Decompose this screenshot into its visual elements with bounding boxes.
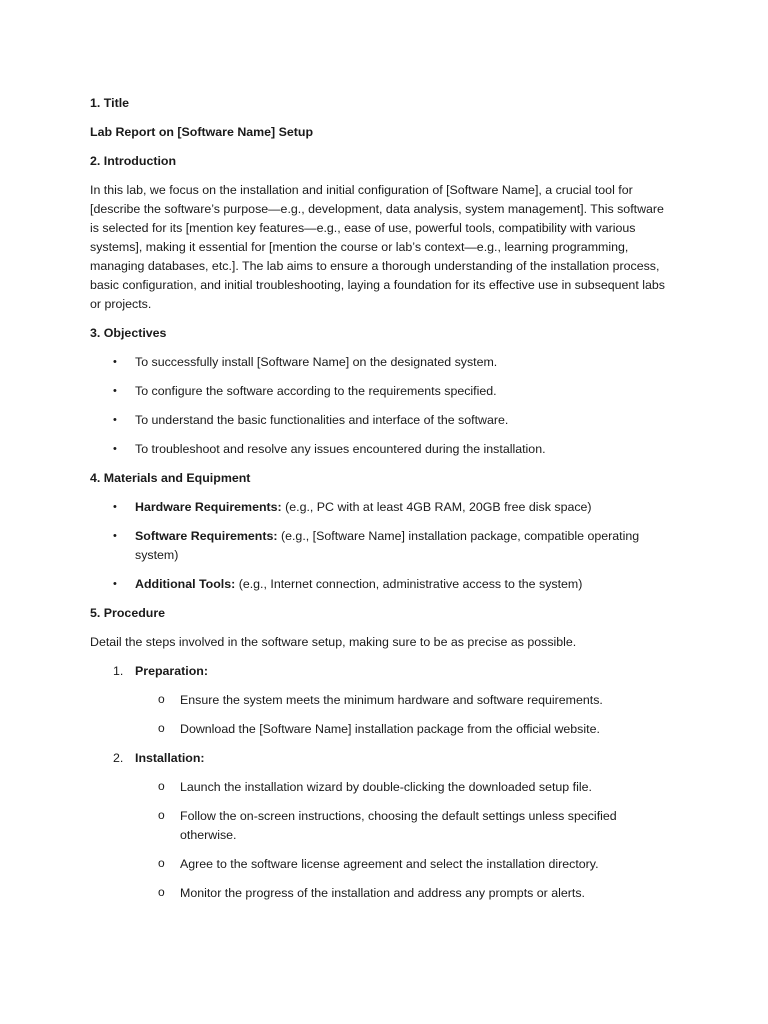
substep-text: Agree to the software license agreement and select the installation directory.	[180, 857, 599, 871]
step-title: Installation:	[135, 751, 205, 765]
substep-text: Launch the installation wizard by double-clicking the downloaded setup file.	[180, 780, 592, 794]
bullet-icon: •	[113, 501, 117, 513]
objective-text: To configure the software according to the requirements specified.	[135, 384, 497, 398]
list-item	[113, 411, 668, 430]
substep-text: Follow the on-screen instructions, choosing the default settings unless specified otherwise.	[180, 809, 617, 842]
list-item	[158, 807, 668, 845]
list-item	[113, 353, 668, 372]
list-item	[113, 527, 668, 565]
introduction-paragraph: In this lab, we focus on the installation and initial configuration of [Software Name], a crucial tool for [describe the software’s purpose—e.g., development, data analysis, system management]. This software is selected for its [mention key features—e.g., ease of use, powerful tools, compatibility with various systems], making it essential for [mention the course or lab’s context—e.g., learning programming, managing databases, etc.]. The lab aims to ensure a thorough understanding of the installation process, basic configuration, and initial troubleshooting, laying a foundation for its effective use in subsequent labs or projects.	[90, 183, 665, 311]
section-heading-materials: 4. Materials and Equipment	[90, 471, 251, 485]
step-number: 2.	[113, 751, 124, 765]
list-item	[158, 855, 668, 874]
objective-text: To troubleshoot and resolve any issues encountered during the installation.	[135, 442, 546, 456]
bullet-icon: •	[113, 530, 117, 542]
sub-bullet-icon: o	[158, 808, 165, 822]
step-substeps	[135, 778, 668, 903]
section-heading-procedure: 5. Procedure	[90, 606, 166, 620]
substep-text: Monitor the progress of the installation and address any prompts or alerts.	[180, 886, 585, 900]
procedure-steps	[90, 662, 668, 903]
step-substeps	[135, 691, 668, 739]
bullet-icon: •	[113, 356, 117, 368]
sub-bullet-icon: o	[158, 692, 165, 706]
list-item	[113, 498, 668, 517]
list-item	[113, 382, 668, 401]
bullet-icon: •	[113, 414, 117, 426]
list-item	[158, 884, 668, 903]
section-heading-introduction: 2. Introduction	[90, 154, 177, 168]
bullet-icon: •	[113, 385, 117, 397]
list-item	[113, 575, 668, 594]
materials-list	[90, 498, 668, 594]
substep-text: Download the [Software Name] installation package from the official website.	[180, 722, 600, 736]
material-label: Software Requirements:	[135, 529, 278, 543]
sub-bullet-icon: o	[158, 779, 165, 793]
bullet-icon: •	[113, 578, 117, 590]
list-item	[158, 691, 668, 710]
list-item	[113, 440, 668, 459]
objectives-list	[90, 353, 668, 459]
material-text: (e.g., [Software Name] installation package, compatible operating system)	[135, 529, 640, 562]
objective-text: To successfully install [Software Name] on the designated system.	[135, 355, 498, 369]
list-item	[158, 778, 668, 797]
step-title: Preparation:	[135, 664, 208, 678]
objective-text: To understand the basic functionalities and interface of the software.	[135, 413, 509, 427]
section-heading-title: 1. Title	[90, 96, 130, 110]
section-heading-objectives: 3. Objectives	[90, 326, 167, 340]
sub-bullet-icon: o	[158, 856, 165, 870]
sub-bullet-icon: o	[158, 885, 165, 899]
list-item	[158, 720, 668, 739]
material-text: (e.g., PC with at least 4GB RAM, 20GB free disk space)	[281, 500, 592, 514]
sub-bullet-icon: o	[158, 721, 165, 735]
procedure-step	[113, 662, 668, 739]
report-title: Lab Report on [Software Name] Setup	[90, 125, 314, 139]
material-label: Hardware Requirements:	[135, 500, 282, 514]
material-text: (e.g., Internet connection, administrative access to the system)	[235, 577, 583, 591]
substep-text: Ensure the system meets the minimum hardware and software requirements.	[180, 693, 603, 707]
step-number: 1.	[113, 664, 124, 678]
procedure-intro: Detail the steps involved in the software setup, making sure to be as precise as possible.	[90, 635, 577, 649]
bullet-icon: •	[113, 443, 117, 455]
procedure-step	[113, 749, 668, 903]
material-label: Additional Tools:	[135, 577, 236, 591]
